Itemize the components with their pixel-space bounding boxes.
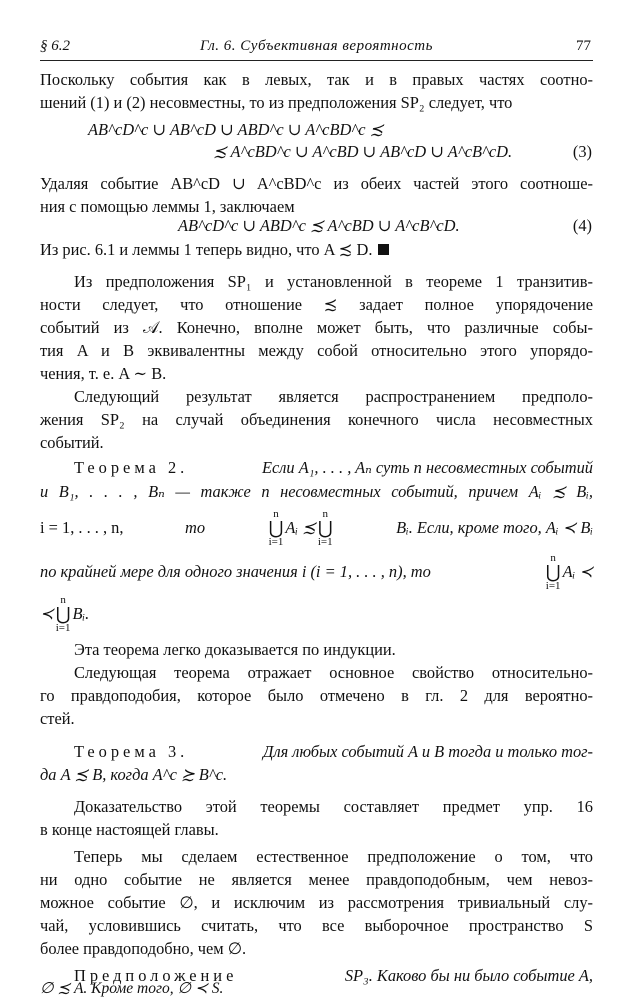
equation-number: (3)	[572, 142, 592, 161]
assumption-label: Предположение	[74, 966, 238, 985]
text-line: Удаляя событие AB^cD ∪ A^cBD^c из обеих частей этого соотноше-	[40, 174, 593, 193]
equation-4: AB^cD^c ∪ ABD^c ≾ A^cBD ∪ A^cB^cD.	[178, 216, 460, 235]
proof-conclusion: Из рис. 6.1 и леммы 1 теперь видно, что A ≾ D.	[40, 240, 373, 259]
text-line: ния с помощью леммы 1, заключаем	[40, 197, 295, 216]
running-header	[40, 38, 593, 61]
text-line: стей.	[40, 709, 75, 728]
text-line: да A ≾ B, когда A^c ≿ B^c.	[40, 765, 228, 784]
equation-3-line-1: AB^cD^c ∪ AB^cD ∪ ABD^c ∪ A^cBD^c ≾	[88, 120, 384, 139]
text-line: Из предположения SP₁ и установленной в теореме 1 транзитив-	[74, 272, 593, 291]
theorem-2-line-5: ≺ n ⋃ i=1 Bᵢ.	[40, 593, 90, 634]
text-line: событий.	[40, 433, 104, 452]
union-limit: n ⋃ i=1	[55, 593, 71, 634]
text-line: го правдоподобия, которое было отмечено в гл. 2 для вероятно-	[40, 686, 593, 705]
text-line: более правдоподобно, чем ∅.	[40, 939, 247, 958]
equation-3-line-2: ≾ A^cBD^c ∪ A^cBD ∪ AB^cD ∪ A^cB^cD.	[213, 142, 513, 161]
equation-number: (4)	[572, 216, 592, 235]
text-line: чения, т. е. A ∼ B.	[40, 364, 167, 383]
assumption-line-1: Предположение SP₃. Каково бы ни было событие A,	[74, 966, 593, 985]
section-number: § 6.2	[40, 38, 70, 54]
text-line: Доказательство этой теоремы составляет предмет упр. 16	[74, 797, 593, 816]
text-line: ∅ ≾ A. Кроме того, ∅ ≺ S.	[40, 980, 224, 997]
text-line: Следующая теорема отражает основное свойство относительно-	[74, 663, 593, 682]
theorem-label: Теорема 3.	[74, 742, 189, 761]
chapter-title: Гл. 6. Субъективная вероятность	[200, 38, 433, 54]
text-line: Поскольку события как в левых, так и в правых частях соотно-	[40, 70, 593, 89]
theorem-3-line-1: Теорема 3. Для любых событий A и B тогда и только тог-	[74, 742, 593, 761]
text-line: событий из 𝒜. Конечно, вполне может быть, что различные собы-	[40, 318, 593, 337]
text-line: Следующий результат является распространением предполо-	[74, 387, 593, 406]
text-line: ни одно событие не является менее правдоподобным, чем невоз-	[40, 870, 593, 889]
text-line: жения SP₂ на случай объединения конечного числа несовместных	[40, 410, 593, 429]
text-line	[40, 240, 389, 260]
text-line: чай, условившись считать, что все выборочное пространство S	[40, 916, 593, 935]
theorem-2-line-3: i = 1, . . . , n, то n ⋃ i=1 Aᵢ ≾ n ⋃ i=1 Bᵢ. Если, кроме того, Aᵢ ≺ Bᵢ	[40, 507, 593, 548]
end-of-proof-icon	[378, 244, 389, 255]
union-limit: n ⋃ i=1	[545, 551, 561, 592]
theorem-label: Теорема 2.	[74, 458, 189, 477]
theorem-2-line-4: по крайней мере для одного значения i (i = 1, . . . , n), то n ⋃ i=1 Aᵢ ≺	[40, 551, 593, 592]
theorem-2-line-1: Теорема 2. Если A₁, . . . , Aₙ суть n несовместных событий	[74, 458, 593, 477]
text-line: и B₁, . . . , Bₙ — также n несовместных событий, причем Aᵢ ≾ Bᵢ,	[40, 482, 593, 501]
page-number: 77	[576, 38, 591, 54]
text-line: тия A и B эквивалентны между собой относительно этого упорядо-	[40, 341, 593, 360]
text-line: Эта теорема легко доказывается по индукции.	[74, 640, 396, 659]
text-line: шений (1) и (2) несовместны, то из предположения SP₂ следует, что	[40, 93, 513, 112]
union-limit: n ⋃ i=1 Aᵢ ≾ n ⋃ i=1	[268, 507, 333, 548]
text-line: в конце настоящей главы.	[40, 820, 219, 839]
text-line: ности следует, что отношение ≾ задает полное упорядочение	[40, 295, 593, 314]
text-line: можное событие ∅, и исключим из рассмотрения тривиальный слу-	[40, 893, 593, 912]
text-line: Теперь мы сделаем естественное предположение о том, что	[74, 847, 593, 866]
